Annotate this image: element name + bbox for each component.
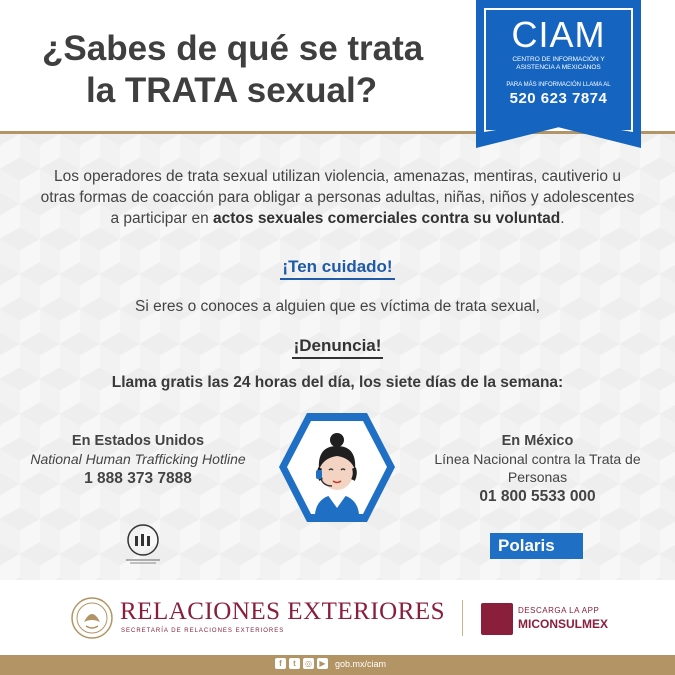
polaris-name: Polaris bbox=[498, 536, 555, 555]
mexico-hotline-name: Línea Nacional contra la Trata de Personas bbox=[434, 451, 641, 485]
ciam-subtitle-line-1: CENTRO DE INFORMACIÓN Y bbox=[512, 56, 605, 63]
app-download-label: DESCARGA LA APP bbox=[518, 606, 600, 615]
footer-separator bbox=[462, 600, 463, 636]
usa-phone[interactable]: 1 888 373 7888 bbox=[84, 470, 192, 487]
facebook-icon[interactable]: f bbox=[275, 658, 286, 669]
ciam-phone[interactable]: 520 623 7874 bbox=[509, 90, 608, 107]
mexico-hotline-block bbox=[425, 432, 650, 506]
warning-text: ¡Ten cuidado! bbox=[280, 257, 394, 280]
ciam-call-label: PARA MÁS INFORMACIÓN LLAMA AL bbox=[506, 82, 611, 88]
ciam-subtitle bbox=[476, 56, 641, 72]
social-icons bbox=[275, 658, 328, 669]
ministry-subtitle: SECRETARÍA DE RELACIONES EXTERIORES bbox=[121, 628, 285, 634]
ciam-title: CIAM bbox=[511, 14, 606, 55]
title-line-2: la TRATA sexual? bbox=[86, 71, 378, 110]
mexico-phone[interactable]: 01 800 5533 000 bbox=[479, 488, 596, 505]
instagram-icon[interactable]: ◎ bbox=[303, 658, 314, 669]
miconsulmex-app-icon[interactable] bbox=[481, 603, 513, 635]
description-paragraph bbox=[40, 166, 635, 229]
twitter-icon[interactable]: t bbox=[289, 658, 300, 669]
victim-line: Si eres o conoces a alguien que es víctima de trata sexual, bbox=[135, 298, 540, 315]
ciam-subtitle-line-2: ASISTENCIA A MEXICANOS bbox=[516, 64, 601, 71]
description-text: Los operadores de trata sexual utilizan violencia, amenazas, mentiras, cautiverio u otras formas de coacción para obligar a personas adultas, niñas, niños y adolescentes a participar en bbox=[40, 168, 635, 227]
ministry-name: RELACIONES EXTERIORES bbox=[120, 598, 446, 625]
operator-avatar-icon bbox=[277, 410, 397, 525]
page-title bbox=[42, 28, 442, 112]
warning-heading bbox=[0, 257, 675, 277]
footer-url[interactable]: gob.mx/ciam bbox=[335, 659, 387, 669]
description-end: . bbox=[560, 210, 565, 227]
denuncia-text: ¡Denuncia! bbox=[292, 336, 384, 359]
usa-hotline-block bbox=[28, 432, 248, 488]
youtube-icon[interactable]: ▶ bbox=[317, 658, 328, 669]
denuncia-heading bbox=[0, 336, 675, 356]
gold-divider bbox=[0, 131, 675, 134]
polaris-logo bbox=[490, 533, 583, 559]
usa-title: En Estados Unidos bbox=[71, 433, 205, 449]
description-bold: actos sexuales comerciales contra su voluntad bbox=[213, 210, 561, 227]
app-name[interactable]: MICONSULMEX bbox=[518, 617, 608, 631]
mexico-title: En México bbox=[501, 433, 574, 449]
mexico-seal-icon bbox=[70, 596, 114, 640]
title-line-1: ¿Sabes de qué se trata bbox=[42, 29, 424, 68]
usa-hotline-name: National Human Trafficking Hotline bbox=[30, 451, 246, 467]
call-free-line: Llama gratis las 24 horas del día, los siete días de la semana: bbox=[111, 374, 564, 391]
community-logo-icon bbox=[118, 522, 168, 566]
